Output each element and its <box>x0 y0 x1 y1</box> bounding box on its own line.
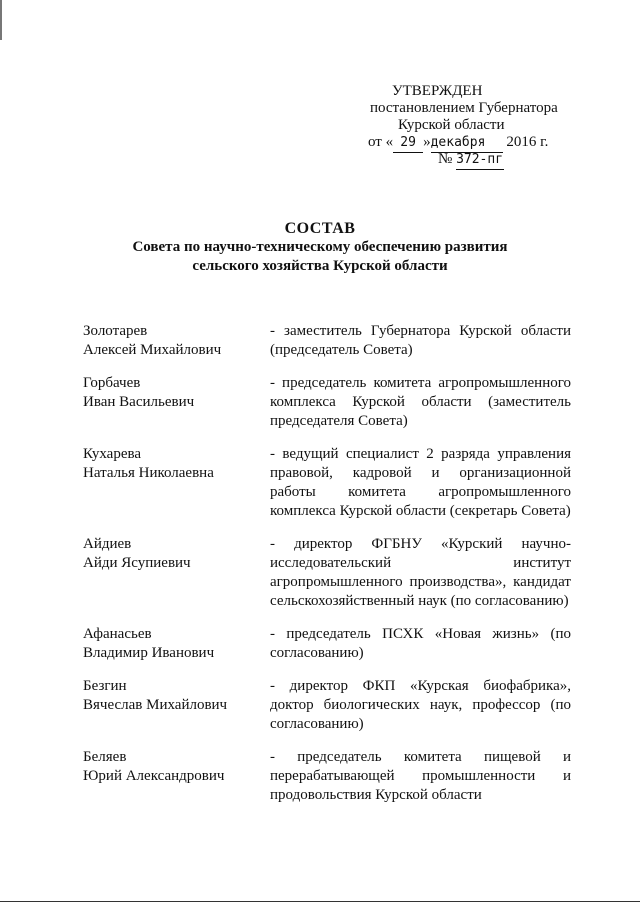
member-surname: Афанасьев <box>83 626 152 642</box>
member-role: - директор ФГБНУ «Курский научно-исследовательский институт агропромышленного производства», кандидат сельскохозяйственный наук (по согласованию) <box>270 536 571 609</box>
approval-region: Курской области <box>398 117 505 133</box>
number-value: 372-пг <box>456 150 504 170</box>
member-given-name: Юрий Александрович <box>83 768 225 784</box>
document-heading <box>0 219 640 276</box>
member-surname: Горбачев <box>83 375 141 391</box>
number-prefix: № <box>438 151 453 167</box>
member-role: - председатель комитета агропромышленного комплекса Курской области (заместитель председателя Совета) <box>270 375 571 429</box>
heading-line-2: сельского хозяйства Курской области <box>192 258 448 274</box>
member-name <box>83 322 270 360</box>
member-given-name: Владимир Иванович <box>83 645 215 661</box>
heading-line-1: Совета по научно-техническому обеспечению развития <box>132 239 508 255</box>
member-row <box>83 445 573 521</box>
member-given-name: Наталья Николаевна <box>83 465 214 481</box>
member-name <box>83 677 270 734</box>
date-prefix: от « <box>368 134 394 150</box>
member-surname: Безгин <box>83 678 127 694</box>
page-bottom-rule <box>0 901 640 902</box>
member-name <box>83 535 270 611</box>
member-surname: Кухарева <box>83 446 142 462</box>
member-name <box>83 625 270 663</box>
member-surname: Золотарев <box>83 323 148 339</box>
member-role: - председатель ПСХК «Новая жизнь» (по согласованию) <box>270 626 571 661</box>
member-row <box>83 748 573 805</box>
date-month: декабря <box>431 133 503 153</box>
member-given-name: Иван Васильевич <box>83 394 195 410</box>
date-mid: » <box>423 134 431 150</box>
approval-title: УТВЕРЖДЕН <box>392 83 483 99</box>
member-row <box>83 322 573 360</box>
member-given-name: Алексей Михайлович <box>83 342 222 358</box>
approval-by: постановлением Губернатора <box>370 100 558 116</box>
heading-title: СОСТАВ <box>284 220 356 237</box>
member-row <box>83 677 573 734</box>
member-role: - директор ФКП «Курская биофабрика», доктор биологических наук, профессор (по согласованию) <box>270 678 571 732</box>
member-row <box>83 535 573 611</box>
date-year: 2016 г. <box>506 134 549 150</box>
member-name <box>83 748 270 805</box>
member-role: - председатель комитета пищевой и перерабатывающей промышленности и продовольствия Курской области <box>270 749 571 803</box>
approval-number <box>438 150 504 170</box>
member-row <box>83 374 573 431</box>
member-surname: Айдиев <box>83 536 132 552</box>
scan-edge-mark <box>0 0 2 40</box>
member-surname: Беляев <box>83 749 127 765</box>
member-given-name: Айди Ясупиевич <box>83 555 191 571</box>
member-role: - ведущий специалист 2 разряда управления правовой, кадровой и организационной работы комитета агропромышленного комплекса Курской области (секретарь Совета) <box>270 446 571 519</box>
members-list <box>83 322 573 805</box>
member-given-name: Вячеслав Михайлович <box>83 697 228 713</box>
member-name <box>83 374 270 431</box>
member-row <box>83 625 573 663</box>
member-role: - заместитель Губернатора Курской области (председатель Совета) <box>270 323 571 358</box>
member-name <box>83 445 270 521</box>
date-day: 29 <box>393 133 423 153</box>
